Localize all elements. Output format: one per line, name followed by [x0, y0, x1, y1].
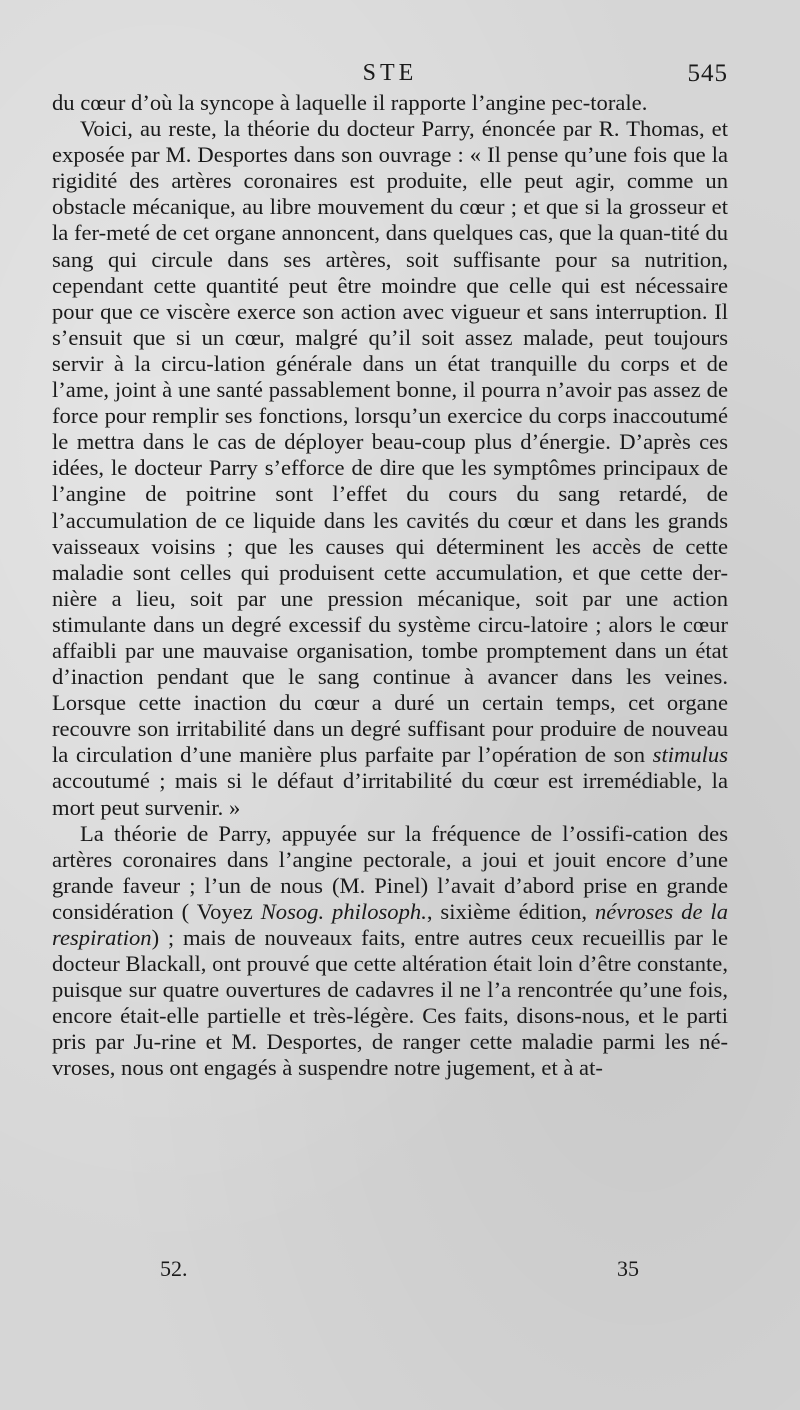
paragraph: [52, 821, 728, 1082]
page-number: 545: [687, 60, 728, 87]
text-run: du cœur d’où la syncope à laquelle il rapporte l’angine pec-torale.: [52, 90, 648, 115]
text-run: ) ; mais de nouveaux faits, entre autres ceux recueillis par le docteur Blackall, ont prouvé que cette altération était loin d’être constante, puisque sur quatre ouvertures de cadavres il ne l’a rencontrée qu’une fois, encore était-elle partielle et très-légère. Ces faits, disons-nous, et le parti pris par Ju-rine et M. Desportes, de ranger cette maladie parmi les né-vroses, nous ont engagés à suspendre notre jugement, et à at-: [52, 925, 728, 1081]
page-header: [52, 56, 728, 90]
body-text: [52, 90, 728, 1082]
text-run: accoutumé ; mais si le défaut d’irritabilité du cœur est irremédiable, la mort peut survenir. »: [52, 768, 728, 820]
text-run: , sixième édition,: [426, 898, 595, 924]
signature-mark: 52.: [160, 1256, 188, 1281]
page-footer: [52, 1256, 728, 1286]
paragraph: [52, 90, 728, 116]
sheet-number: 35: [617, 1256, 639, 1281]
italic-text: Nosog. philosoph.: [260, 898, 427, 924]
paragraph: [52, 116, 728, 821]
text-run: Voici, au reste, la théorie du docteur Parry, énoncée par R. Thomas, et exposée par M. Desportes dans son ouvrage : « Il pense qu’une fois que la rigidité des artères coronaires est produite, elle peut agir, comme un obstacle mécanique, au libre mouvement du cœur ; et que si la grosseur et la fer-meté de cet organe annoncent, dans quelques cas, que la quan-tité du sang qui circule dans ses artères, soit suffisante pour sa nutrition, cependant cette quantité peut être moindre que celle qui est nécessaire pour que ce viscère exerce son action avec vigueur et sans interruption. Il s’ensuit que si un cœur, malgré qu’il soit assez malade, peut toujours servir à la circu-lation générale dans un état tranquille du corps et de l’ame, joint à une santé passablement bonne, il pourra n’avoir pas assez de force pour remplir ses fonctions, lorsqu’un exercice du corps inaccoutumé le mettra dans le cas de déployer beau-coup plus d’énergie. D’après ces idées, le docteur Parry s’efforce de dire que les symptômes principaux de l’angine de poitrine sont l’effet du cours du sang retardé, de l’accumulation de ce liquide dans les cavités du cœur et dans les grands vaisseaux voisins ; que les causes qui déterminent les accès de cette maladie sont celles qui produisent cette accumulation, et que cette der-nière a lieu, soit par une pression mécanique, soit par une action stimulante dans un degré excessif du système circu-latoire ; alors le cœur affaibli par une mauvaise organisation, tombe promptement dans un état d’inaction pendant que le sang continue à avancer dans les veines. Lorsque cette inaction du cœur a duré un certain temps, cet organe recouvre son irritabilité dans un degré suffisant pour produire de nouveau la circulation d’une manière plus parfaite par l’opération de son: [52, 116, 728, 768]
italic-text: stimulus: [652, 742, 728, 768]
running-head: STE: [362, 60, 418, 86]
italic-text: névroses de la respiration: [52, 898, 728, 950]
text-run: La théorie de Parry, appuyée sur la fréquence de l’ossifi-cation des artères coronaires dans l’angine pectorale, a joui et jouit encore d’une grande faveur ; l’un de nous (M. Pinel) l’avait d’abord prise en grande considération ( Voyez: [52, 820, 728, 924]
